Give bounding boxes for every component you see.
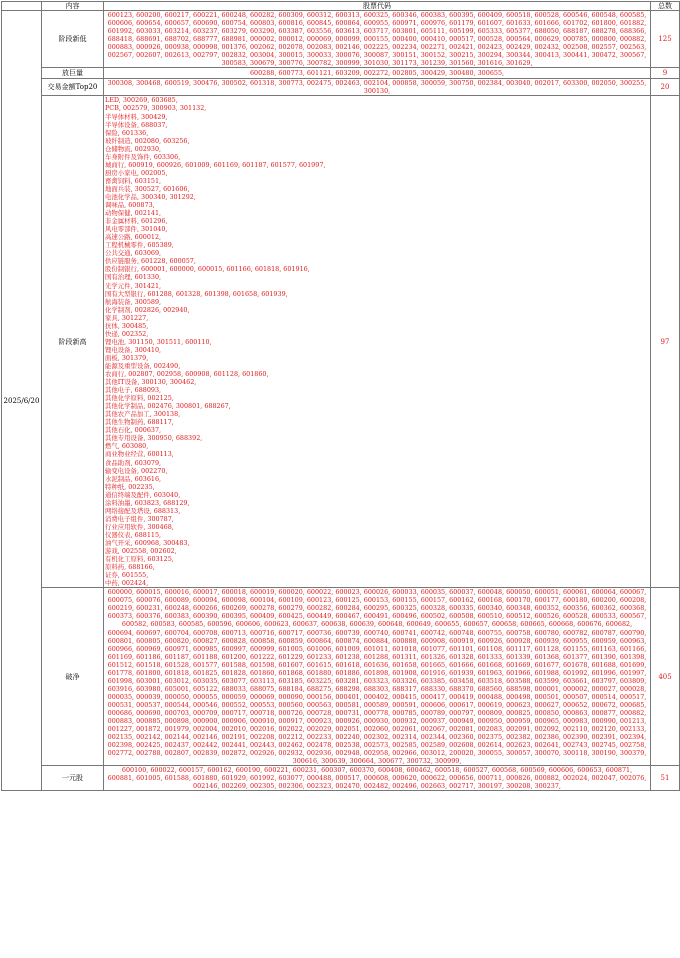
code-line: 抗体, 300485,: [105, 321, 149, 330]
category-cell: 阶段新高: [42, 96, 104, 588]
category-cell: 破净: [42, 588, 104, 766]
header-content: 内容: [42, 2, 104, 11]
code-line: 其他电子, 688093,: [105, 386, 162, 395]
code-line: 000531, 000537, 000544, 000546, 000552, 000553, 000560, 000563, 000581, 000589, 000591, 000606, 000617, 000619, 000623, 000627, 000652, 000672, 000685,: [107, 700, 647, 709]
code-line: 300616, 300639, 300664, 300677, 300732, 300999,: [292, 757, 462, 766]
code-line: 其他专用设备, 300950, 688392,: [105, 434, 203, 443]
code-line: 600801, 600805, 600820, 600827, 600828, 600858, 600859, 600864, 600874, 600884, 600888, 600908, 600919, 600926, 600928, 600939, 600955, 600959, 600963,: [107, 636, 647, 645]
code-line: 光学元件, 301421,: [105, 281, 162, 290]
code-line: 面板, 301379,: [105, 353, 149, 362]
code-line: 供应链服务, 601228, 600057,: [105, 257, 196, 266]
total-cell: 97: [651, 96, 680, 588]
codes-cell: [104, 766, 651, 791]
codes-cell: [104, 96, 651, 588]
code-line: 网络接配及塔设, 688313,: [105, 506, 181, 515]
code-line: 601998, 603001, 603012, 603035, 603077, 603113, 603185, 603225, 603281, 603323, 603326, 603385, 603458, 603518, 603588, 603599, 603661, 603797, 603809,: [107, 676, 647, 685]
code-line: 高速公路, 600012,: [105, 233, 162, 242]
code-line: 航海装备, 300589,: [105, 297, 162, 306]
row-below-book: [2, 588, 680, 766]
codes-cell: [104, 11, 651, 68]
code-line: 600966, 600969, 600971, 600985, 600997, 600999, 601005, 601006, 601009, 601011, 601018, 601077, 601101, 601108, 601117, 601128, 601155, 601163, 601166,: [107, 644, 647, 653]
code-line: 风电零部件, 301040,: [105, 225, 168, 234]
code-line: 原料药, 688166,: [105, 563, 155, 572]
code-line: 002146, 002269, 002305, 002306, 002323, 002470, 002482, 002496, 002663, 002717, 300197, 300208, 300237,: [193, 782, 561, 791]
code-line: 其他化学原料, 002125,: [105, 394, 174, 403]
code-line: 公共交通, 603069,: [105, 249, 162, 258]
code-line: 601778, 601800, 601818, 601825, 601828, 601860, 601868, 601880, 601886, 601898, 601908, 601916, 601939, 601963, 601966, 601988, 601992, 601996, 601997,: [107, 668, 647, 677]
code-line: 油气开采, 600968, 300483,: [105, 539, 190, 547]
category-cell: 交易金额Top20: [42, 79, 104, 96]
code-line: 输变电设备, 002270,: [105, 466, 168, 475]
category-cell: 阶段新低: [42, 11, 104, 68]
code-line: 600373, 600376, 600383, 600390, 600395, 600409, 600425, 600449, 600467, 600491, 600496, 600502, 600508, 600510, 600512, 600526, 600528, 600533, 600567,: [107, 612, 647, 621]
code-line: 001227, 001872, 001979, 002004, 002010, 002016, 002022, 002029, 002051, 002060, 002061, 002067, 002081, 002083, 002091, 002092, 002110, 002120, 002133,: [107, 725, 647, 734]
code-line: 300308, 300468, 600519, 300476, 300502, 601318, 300773, 002475, 002463, 002104, 000858, 300059, 300750, 002384, 003040, 002017, 603300, 002050, 300255,: [107, 79, 647, 88]
code-line: 半导体设备, 688037,: [105, 120, 168, 129]
codes-cell: [104, 588, 651, 766]
code-line: 国有治理, 601330,: [105, 273, 162, 282]
date-cell: 2025/6/20: [2, 11, 42, 791]
total-cell: 125: [651, 11, 680, 68]
code-line: 车身附件及饰件, 603306,: [105, 152, 181, 161]
code-line: 002772, 002788, 002807, 002839, 002872, 002926, 002932, 002936, 002948, 002958, 002966, 003012, 200020, 300055, 300057, 300070, 300118, 300190, 300379,: [107, 749, 647, 758]
total-cell: 20: [651, 79, 680, 96]
code-line: 600219, 600231, 600248, 600266, 600269, 600278, 600279, 600282, 600284, 600295, 600325, 600328, 600335, 600340, 600348, 600352, 600356, 600362, 600368,: [107, 604, 647, 613]
code-line: 国有大型银行, 601288, 601328, 601398, 601658, 601939,: [105, 289, 288, 298]
code-line: 601169, 601186, 601187, 601188, 601200, 601222, 601229, 601233, 601238, 601288, 601311, 601326, 601328, 601333, 601339, 601368, 601377, 601390, 601398,: [107, 652, 647, 661]
code-line: 其他IT设备, 300130, 300462,: [105, 378, 197, 387]
code-line: 仓储物流, 002930,: [105, 144, 162, 153]
row-stage-new-low: [2, 11, 680, 68]
code-line: 000883, 000885, 000898, 000900, 000906, 000910, 000917, 000923, 000926, 000930, 000932, 000937, 000949, 000950, 000959, 000965, 000983, 000990, 001213,: [107, 717, 647, 726]
row-one-yuan: [2, 766, 680, 791]
code-line: 化学制剂, 002826, 002940,: [105, 305, 190, 314]
code-line: 半导体材料, 300429,: [105, 112, 168, 121]
code-line: 特种纸, 002235,: [105, 482, 155, 491]
code-line: 锂电设备, 300410,: [105, 345, 162, 354]
codes-cell: [104, 79, 651, 96]
code-line: 000686, 000690, 000703, 000709, 000717, 000718, 000726, 000728, 000731, 000778, 000785, 000789, 000797, 000809, 000825, 000850, 000863, 000877, 000882,: [107, 708, 647, 717]
code-line: 600606, 600654, 600657, 600690, 600754, 600803, 600816, 600845, 600864, 600955, 600971, 600976, 601179, 601607, 601633, 601666, 601702, 601800, 601882,: [107, 19, 647, 28]
total-cell: 405: [651, 588, 680, 766]
code-line: 300583, 300679, 300776, 300782, 300999, 301030, 301173, 301239, 301560, 301616, 301629,: [221, 59, 533, 68]
code-line: 保险, 601336,: [105, 128, 149, 137]
code-line: 快递, 002352,: [105, 329, 149, 338]
header-codes: 股票代码: [104, 2, 651, 11]
code-line: 电池化学品, 300340, 301292,: [105, 192, 196, 201]
code-line: 601512, 601518, 601528, 601577, 601588, 601598, 601607, 601615, 601618, 601636, 601658, 601665, 601666, 601668, 601669, 601677, 601678, 601688, 601699,: [107, 660, 647, 669]
code-line: 消费电子组件, 300787,: [105, 514, 174, 523]
code-line: 其他石化, 000637,: [105, 426, 162, 435]
code-line: 600694, 600697, 600704, 600708, 600713, 600716, 600717, 600736, 600739, 600740, 600741, 600742, 600748, 600755, 600758, 600780, 600782, 600787, 600790,: [107, 628, 647, 637]
code-line: 002135, 002142, 002144, 002146, 002191, 002208, 002212, 002233, 002240, 002302, 002314, 002344, 002360, 002375, 002382, 002386, 002390, 002391, 002394,: [107, 733, 647, 742]
code-line: 玻纤制造, 002080, 603256,: [105, 136, 190, 145]
code-line: 股份制银行, 600001, 600000, 600015, 601166, 601818, 601916,: [105, 265, 310, 274]
code-line: 其他化学制品, 002476, 300801, 688267,: [105, 402, 231, 411]
code-line: PCB, 002579, 300903, 301132,: [105, 104, 207, 113]
code-line: 688418, 688691, 688702, 688777, 688981, 000002, 000012, 000069, 000099, 000155, 000400, 000410, 000517, 000528, 000564, 000629, 000785, 000800, 000882,: [107, 35, 647, 44]
code-line: 有机化工原料, 603125,: [105, 555, 174, 564]
code-line: 002398, 002425, 002437, 002442, 002441, 002443, 002462, 002478, 002538, 002573, 002585, 002589, 002608, 002614, 002623, 002641, 002743, 002745, 002758,: [107, 741, 647, 750]
code-line: 600075, 600076, 600089, 600094, 600098, 600104, 600109, 600123, 600125, 600153, 600155, 600157, 600162, 600168, 600170, 600177, 600180, 600200, 600208,: [107, 596, 647, 605]
code-line: 通信终端及配件, 603040,: [105, 490, 181, 499]
code-line: 行业应用软件, 300468,: [105, 522, 174, 531]
stock-screening-table: [1, 1, 680, 791]
row-turnover-top20: [2, 79, 680, 96]
code-line: 家具, 301227,: [105, 313, 149, 322]
code-line: 300130,: [363, 87, 391, 96]
code-line: 燃气, 603080,: [105, 442, 149, 451]
code-line: 601992, 603033, 603214, 603237, 603279, 603290, 603387, 603556, 603613, 603717, 603801, 605111, 605199, 605333, 605377, 688050, 688187, 688278, 688366,: [107, 27, 647, 36]
code-line: 中药, 002424,: [105, 579, 149, 588]
code-line: 证券, 601555,: [105, 571, 149, 580]
code-line: 锂电池, 301150, 301511, 600110,: [105, 337, 212, 346]
row-stage-new-high: [2, 96, 680, 588]
codes-cell: [104, 68, 651, 79]
code-line: 城商行, 600919, 600926, 601009, 601169, 601187, 601577, 601997,: [105, 160, 326, 169]
code-line: LED, 300269, 603685,: [105, 96, 178, 105]
code-line: 动物保健, 002141,: [105, 209, 162, 218]
row-huge-volume: [2, 68, 680, 79]
header-total: 总数: [651, 2, 680, 11]
code-line: 地面兵装, 300527, 601606,: [105, 184, 190, 193]
code-line: 其他农产品加工, 300138,: [105, 410, 181, 419]
code-line: 仪器仪表, 688115,: [105, 530, 162, 539]
header-row: [2, 2, 680, 11]
total-cell: 51: [651, 766, 680, 791]
category-cell: 一元股: [42, 766, 104, 791]
header-blank: [2, 2, 42, 11]
code-line: 600881, 601005, 601588, 601880, 601929, 601992, 603077, 000488, 000517, 000608, 000620, 000622, 000656, 000711, 000826, 000882, 002024, 002047, 002076,: [107, 774, 647, 783]
code-line: 000883, 000926, 000938, 000998, 001376, 002062, 002078, 002083, 002146, 002225, 002234, 002271, 002421, 002423, 002429, 002432, 002508, 002557, 002563,: [107, 43, 647, 52]
code-line: 600100, 600022, 600157, 600162, 600190, 600221, 600231, 600307, 600370, 600408, 600462, 600518, 600527, 600568, 600569, 600606, 600653, 600871,: [121, 766, 633, 775]
code-line: 非金属材料, 601296,: [105, 217, 168, 226]
code-line: 工程机械零件, 605389,: [105, 241, 174, 250]
code-line: 603916, 603980, 605001, 605122, 688033, 688075, 688184, 688275, 688298, 688303, 688317, 688330, 688370, 688560, 688598, 000001, 000002, 000027, 000028,: [107, 684, 647, 693]
code-line: 600123, 600200, 600217, 600221, 600248, 600282, 600309, 600312, 600313, 600325, 600346, 600383, 600395, 600409, 600518, 600528, 600546, 600548, 600585,: [107, 11, 647, 19]
code-line: 厨房小家电, 002005,: [105, 168, 168, 177]
code-line: 涂料油墨, 603823, 688129,: [105, 498, 190, 507]
code-line: 水泥制品, 603616,: [105, 474, 162, 483]
code-line: 农商行, 002807, 002958, 600908, 601128, 601860,: [105, 370, 269, 379]
code-line: 其他生物制药, 688117,: [105, 418, 174, 427]
category-cell: 放巨量: [42, 68, 104, 79]
code-line: 600288, 600773, 601121, 603209, 002272, 002805, 300429, 300480, 300655,: [249, 69, 505, 78]
code-line: 游戏, 002558, 002602,: [105, 547, 177, 556]
code-line: 600000, 600015, 600016, 600017, 600018, 600019, 600020, 600022, 600023, 600026, 600033, 600035, 600037, 600048, 600050, 600051, 600061, 600064, 600067,: [107, 588, 647, 597]
code-line: 畜禽饲料, 603151,: [105, 176, 162, 185]
code-line: 调味品, 600873,: [105, 201, 155, 210]
code-line: 商业物业经营, 600113,: [105, 450, 174, 459]
code-line: 食品助剂, 603079,: [105, 458, 162, 467]
code-line: 600582, 600583, 600585, 600596, 600606, 600623, 600637, 600638, 600639, 600648, 600649, 600655, 600657, 600658, 600665, 600668, 600676, 600682,: [121, 620, 633, 629]
total-cell: 9: [651, 68, 680, 79]
code-line: 000035, 000039, 000050, 000055, 000059, 000069, 000090, 000156, 000401, 000402, 000415, 000417, 000419, 000488, 000498, 000501, 000507, 000514, 000517,: [107, 692, 647, 701]
code-line: 002567, 002607, 002613, 002797, 002832, 003004, 300015, 300033, 300076, 300087, 300151, 300152, 300215, 300294, 300344, 300413, 300441, 300472, 300567,: [107, 51, 647, 60]
code-line: 能源及重型设备, 002490,: [105, 361, 181, 370]
